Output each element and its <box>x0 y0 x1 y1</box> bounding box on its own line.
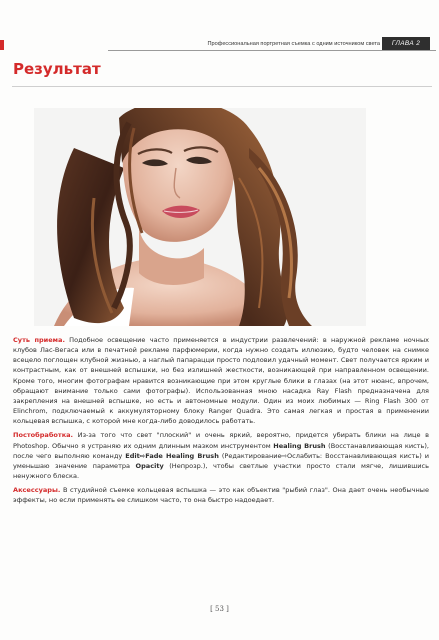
paragraph-lead: Аксессуары. <box>13 486 61 495</box>
term-opacity: Opacity <box>135 461 164 470</box>
section-title: Результат <box>13 60 101 78</box>
paragraph-text: (Редактирование⇨Ослабить: Восстанавливающая кисть) и уменьшаю значение параметра <box>13 451 429 470</box>
paragraph-postprocessing <box>13 430 429 481</box>
body-text <box>13 335 429 510</box>
running-header: Профессиональная портретная съемка с одним источником света <box>207 41 380 47</box>
paragraph-text: (Непрозр.), чтобы светлые участки просто стали мягче, лишившись ненужного блеска. <box>13 461 429 481</box>
term-fade-command: Edit⇨Fade Healing Brush <box>125 451 219 460</box>
portrait-photo <box>34 108 366 326</box>
header-rule <box>108 50 436 51</box>
paragraph-lead: Суть приема. <box>13 336 65 344</box>
left-accent-bar <box>0 40 4 50</box>
paragraph-essence <box>13 335 429 426</box>
chapter-tab: ГЛАВА 2 <box>382 37 430 50</box>
paragraph-text: В студийной съемке кольцевая вспышка — это как объектив "рыбий глаз". Она дает очень необычные эффекты, но если применять ее слишком часто, то она быстро надоедает. <box>13 486 429 505</box>
paragraph-text: Подобное освещение часто применяется в индустрии развлечений: в наружной рекламе ночных клубов Лас-Вегаса или в печатной рекламе парфюмерии, когда нужно создать иллюзию, будто человек на снимке всецело поглощен клубной жизнью, а наглый папарацци просто подловил удачный момент. Свет получается ярким и контрастным, как от внешней вспышки, но без излишней жесткости, возникающей при направленном освещении. Кроме того, многим фотографам нравится возникающие при этом круглые блики в глазах (на этот нюанс, впрочем, обращают внимание только сами фотографы). Использованная мною насадка Ray Flash предназначена для закрепления на внешней вспышке, но есть и автономные модули. Один из моих любимых — Ring Flash 300 от Elinchrom, подключаемый к аккумуляторному блоку Ranger Quadra. Это самая легкая и простая в применении кольцевая вспышка, с которой мне когда-либо доводилось работать. <box>13 336 430 426</box>
title-rule <box>12 86 432 87</box>
paragraph-lead: Постобработка. <box>13 431 74 440</box>
term-healing-brush: Healing Brush <box>273 441 326 450</box>
paragraph-accessories <box>13 485 429 505</box>
paragraph-text: Из-за того что свет "плоский" и очень яркий, вероятно, придется убирать блики на лице в Photoshop. Обычно я устраняю их одним длинным мазком инструментом <box>13 431 429 450</box>
paragraph-text: (Восстанавливающая кисть), после чего выполняю команду <box>13 441 429 460</box>
page-number: [ 53 ] <box>210 605 229 613</box>
portrait-photo-icon <box>34 108 366 326</box>
